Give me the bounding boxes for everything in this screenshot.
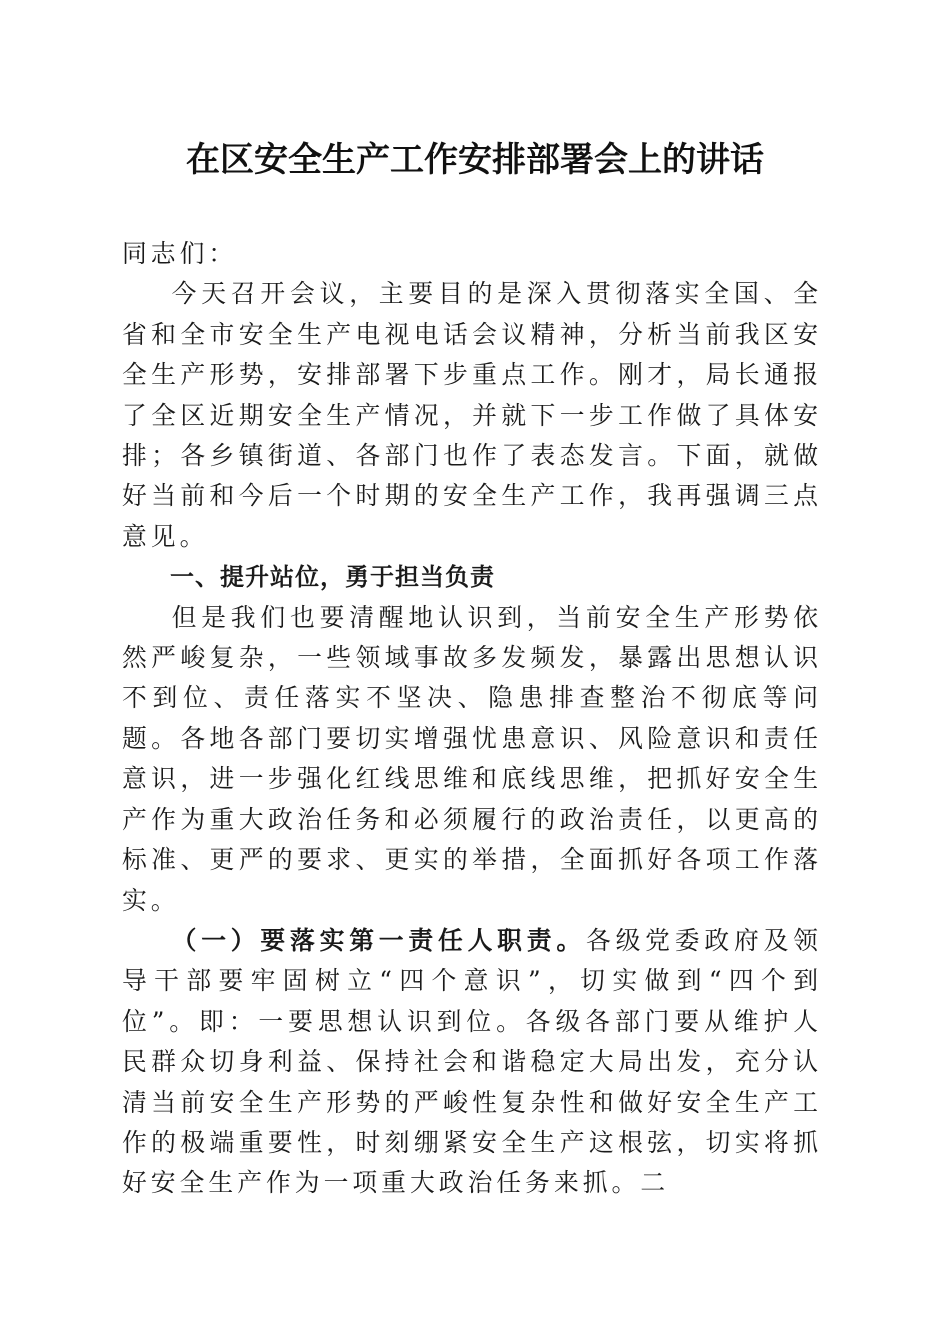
subsection-1-lead: （一）要落实第一责任人职责。 [171, 925, 586, 955]
intro-paragraph: 今天召开会议，主要目的是深入贯彻落实全国、全省和全市安全生产电视电话会议精神，分析当前我区安全生产形势，安排部署下步重点工作。刚才，局长通报了全区近期安全生产情况，并就下一步工作做了具体安排；各乡镇街道、各部门也作了表态发言。下面，就做好当前和今后一个时期的安全生产工作，我再强调三点意见。 [122, 279, 822, 551]
section-1-paragraph: 但是我们也要清醒地认识到，当前安全生产形势依然严峻复杂，一些领域事故多发频发，暴露出思想认识不到位、责任落实不坚决、隐患排查整治不彻底等问题。各地各部门要切实增强忧患意识、风险意识和责任意识，进一步强化红线思维和底线思维，把抓好安全生产作为重大政治任务和必须履行的政治责任，以更高的标准、更严的要求、更实的举措，全面抓好各项工作落实。 [122, 602, 822, 915]
document-title: 在区安全生产工作安排部署会上的讲话 [186, 140, 764, 180]
document-body [122, 234, 822, 1204]
subsection-1-body: 各级党委政府及领导干部要牢固树立“四个意识”，切实做到“四个到位”。即：一要思想认识到位。各级各部门要从维护人民群众切身利益、保持社会和谐稳定大局出发，充分认清当前安全生产形势的严峻性复杂性和做好安全生产工作的极端重要性，时刻绷紧安全生产这根弦，切实将抓好安全生产作为一项重大政治任务来抓。二 [122, 925, 822, 1198]
subsection-1-paragraph [122, 921, 822, 1204]
salutation: 同志们： [122, 239, 238, 268]
section-heading-1: 一、提升站位，勇于担当负责 [170, 563, 495, 592]
